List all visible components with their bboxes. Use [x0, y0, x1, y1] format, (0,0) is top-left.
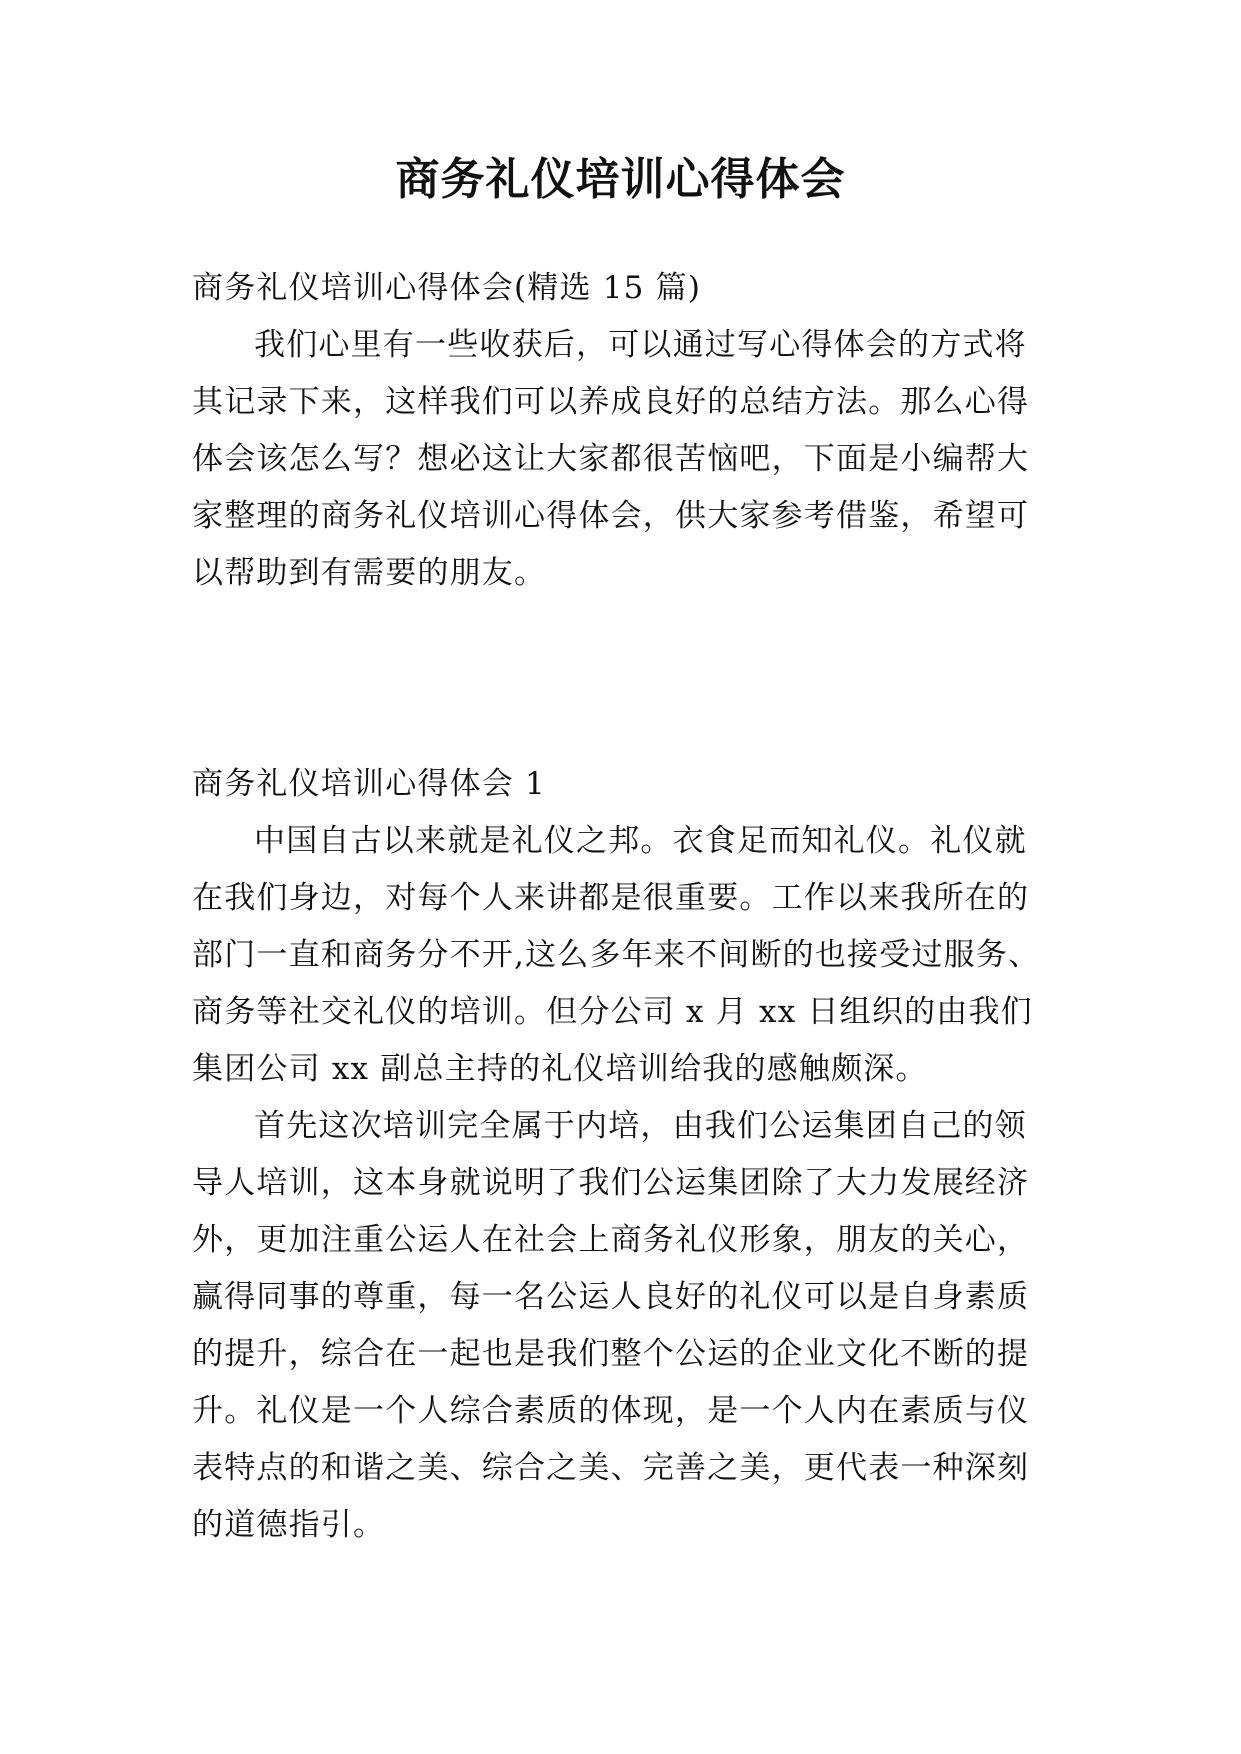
- document-subtitle: 商务礼仪培训心得体会(精选 15 篇): [192, 270, 702, 306]
- section-heading: 商务礼仪培训心得体会 1: [192, 766, 546, 802]
- intro-line: 以帮助到有需要的朋友。: [192, 555, 547, 591]
- paragraph-line: 集团公司 xx 副总主持的礼仪培训给我的感触颇深。: [192, 1051, 928, 1087]
- paragraph-line: 表特点的和谐之美、综合之美、完善之美，更代表一种深刻: [192, 1450, 1030, 1486]
- intro-line: 体会该怎么写？想必这让大家都很苦恼吧，下面是小编帮大: [192, 441, 1030, 477]
- paragraph-line: 在我们身边，对每个人来讲都是很重要。工作以来我所在的: [192, 880, 1030, 916]
- paragraph-line: 的提升，综合在一起也是我们整个公运的企业文化不断的提: [192, 1336, 1030, 1372]
- intro-line: 其记录下来，这样我们可以养成良好的总结方法。那么心得: [192, 384, 1030, 420]
- paragraph-line: 商务等社交礼仪的培训。但分公司 x 月 xx 日组织的由我们: [192, 994, 1033, 1030]
- intro-line: 家整理的商务礼仪培训心得体会，供大家参考借鉴，希望可: [192, 498, 1030, 534]
- paragraph-line: 的道德指引。: [192, 1507, 386, 1543]
- paragraph-line: 部门一直和商务分不开,这么多年来不间断的也接受过服务、: [192, 937, 1041, 973]
- paragraph-line: 导人培训，这本身就说明了我们公运集团除了大力发展经济: [192, 1165, 1030, 1201]
- paragraph-line: 中国自古以来就是礼仪之邦。衣食足而知礼仪。礼仪就: [254, 823, 1027, 859]
- paragraph-line: 首先这次培训完全属于内培，由我们公运集团自己的领: [254, 1108, 1027, 1144]
- document-title: 商务礼仪培训心得体会: [395, 154, 846, 205]
- paragraph-line: 升。礼仪是一个人综合素质的体现，是一个人内在素质与仪: [192, 1393, 1030, 1429]
- paragraph-line: 赢得同事的尊重，每一名公运人良好的礼仪可以是自身素质: [192, 1279, 1030, 1315]
- intro-line: 我们心里有一些收获后，可以通过写心得体会的方式将: [254, 327, 1027, 363]
- paragraph-line: 外，更加注重公运人在社会上商务礼仪形象，朋友的关心，: [192, 1222, 1030, 1258]
